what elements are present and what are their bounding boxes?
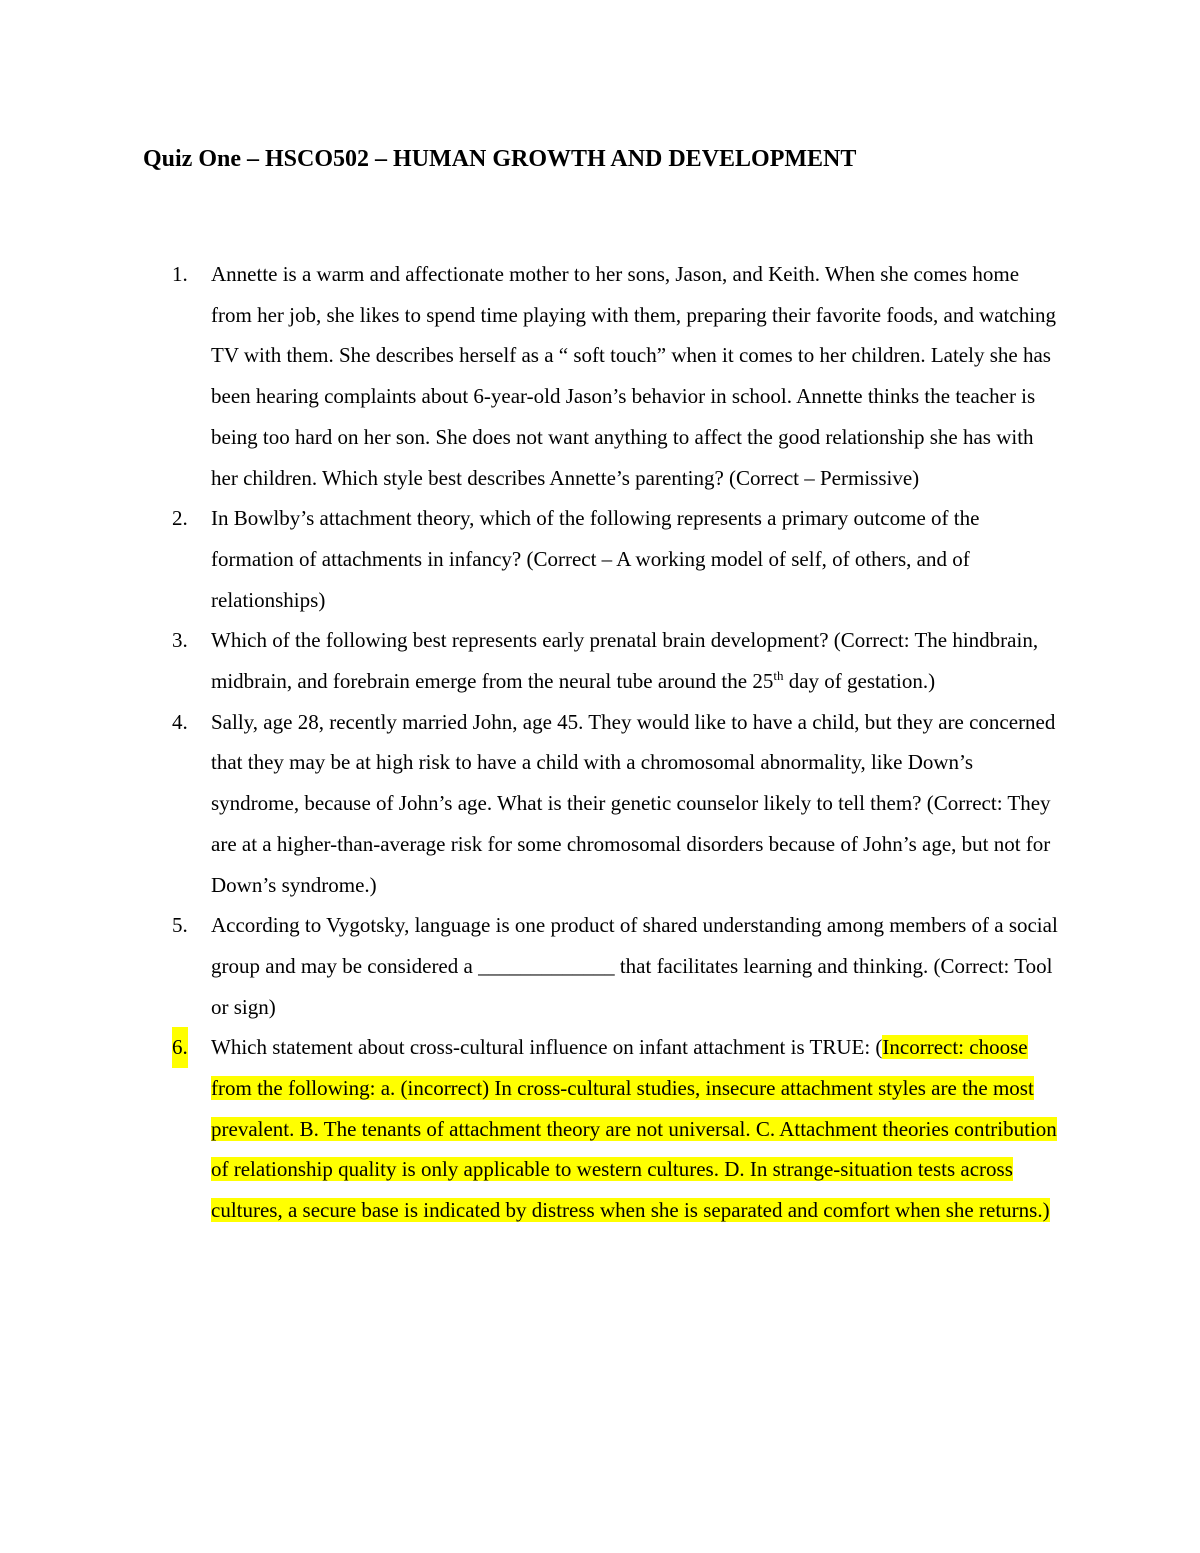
- question-number: 3.: [172, 628, 188, 653]
- question-text: In Bowlby’s attachment theory, which of the following represents a primary outcome of the formation of attachments in infancy? (Correct – A working model of self, of others, and of relationships): [211, 506, 980, 612]
- question-text-part: Which statement about cross-cultural influence on infant attachment is TRUE: (: [211, 1035, 883, 1060]
- question-number: 4.: [172, 709, 188, 734]
- ordinal-superscript: th: [773, 668, 784, 684]
- highlighted-answer-text: Incorrect: choose from the following: a. (incorrect) In cross-cultural studies, insecure attachment styles are the most prevalent. B. The tenants of attachment theory are not universal. C. Attachment theories contribution of relationship quality is only applicable to western cultures. D. In strange-situation tests across cultures, a secure base is indicated by distress when she is separated and comfort when she returns.): [211, 1035, 1057, 1223]
- question-item-1: [0, 254, 1061, 498]
- question-list: [0, 254, 1200, 1231]
- question-text: According to Vygotsky, language is one product of shared understanding among members of a social group and may be considered a _____________ that facilitates learning and thinking. (Correct: Tool or sign): [211, 913, 1058, 1019]
- question-text-part: day of gestation.): [783, 669, 936, 694]
- question-number: 6.: [172, 1027, 188, 1068]
- document-title: Quiz One – HSCO502 – HUMAN GROWTH AND DEVELOPMENT: [143, 146, 857, 172]
- question-number: 5.: [172, 913, 188, 938]
- question-item-4: [0, 702, 1061, 906]
- question-text-part: Which of the following best represents early prenatal brain development? (Correct: The hindbrain, midbrain, and forebrain emerge from the neural tube around the 25: [211, 628, 1039, 694]
- question-text: [211, 1027, 1061, 1231]
- question-number: 2.: [172, 506, 188, 531]
- question-item-3: [0, 620, 1061, 701]
- question-text: [211, 620, 1061, 701]
- question-item-2: [0, 498, 1061, 620]
- question-number: 1.: [172, 262, 188, 286]
- question-text: Sally, age 28, recently married John, age 45. They would like to have a child, but they are concerned that they may be at high risk to have a child with a chromosomal abnormality, like Down’s syndrome, because of John’s age. What is their genetic counselor likely to tell them? (Correct: They are at a higher-than-average risk for some chromosomal disorders because of John’s age, but not for Down’s syndrome.): [211, 709, 1056, 897]
- question-text: Annette is a warm and affectionate mother to her sons, Jason, and Keith. When she comes home from her job, she likes to spend time playing with them, preparing their favorite foods, and watching TV with them. She describes herself as a “ soft touch” when it comes to her children. Lately she has been hearing complaints about 6-year-old Jason’s behavior in school. Annette thinks the teacher is being too hard on her son. She does not want anything to affect the good relationship she has with her children. Which style best describes Annette’s parenting? (Correct – Permissive): [211, 262, 1057, 490]
- question-item-5: [0, 905, 1061, 1027]
- question-item-6: [0, 1027, 1061, 1231]
